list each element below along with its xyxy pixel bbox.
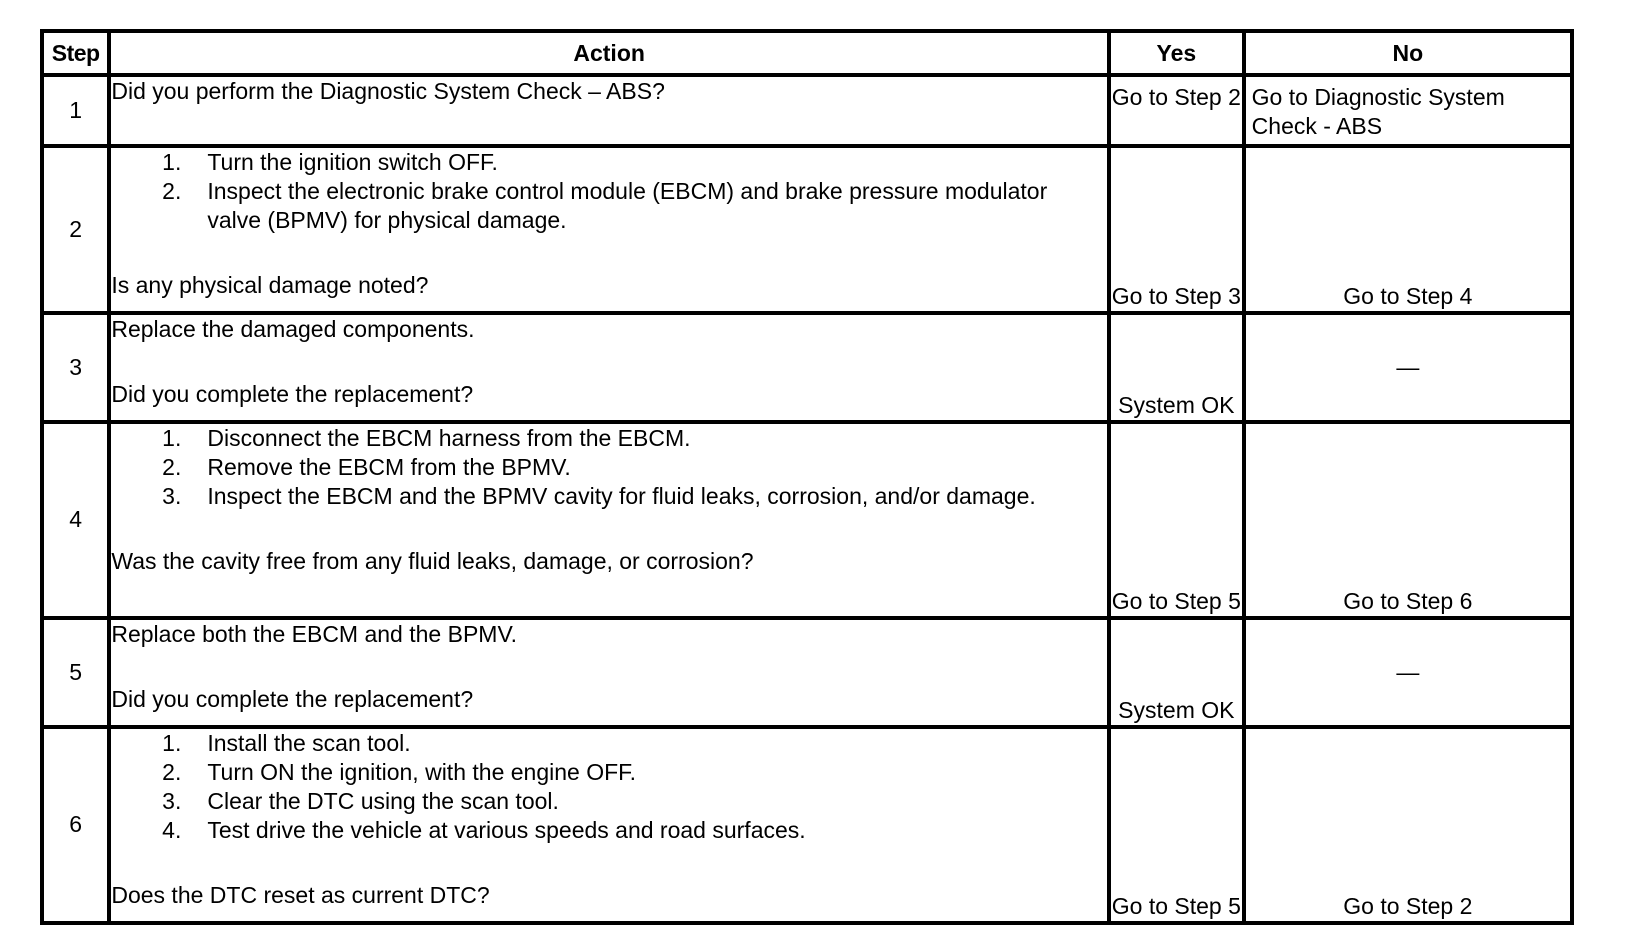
step-number: 2 bbox=[42, 146, 109, 313]
action-cell bbox=[109, 146, 1109, 313]
list-item bbox=[111, 482, 1107, 511]
step-number: 1 bbox=[42, 75, 109, 146]
action-text: Replace the damaged components. bbox=[111, 316, 475, 343]
em-dash: — bbox=[1396, 353, 1420, 380]
list-item bbox=[111, 177, 1107, 235]
list-item bbox=[111, 148, 1107, 177]
table-row bbox=[42, 618, 1572, 727]
yes-cell: System OK bbox=[1109, 313, 1244, 422]
action-cell bbox=[109, 618, 1109, 727]
table-row bbox=[42, 75, 1572, 146]
header-yes: Yes bbox=[1109, 31, 1244, 75]
list-item bbox=[111, 424, 1107, 453]
item-number: 2. bbox=[162, 758, 182, 785]
item-text: Turn the ignition switch OFF. bbox=[207, 149, 498, 175]
table-row bbox=[42, 422, 1572, 618]
item-text: Install the scan tool. bbox=[207, 729, 411, 756]
question-text: Does the DTC reset as current DTC? bbox=[111, 881, 490, 908]
no-cell bbox=[1244, 313, 1572, 422]
no-cell: Go to Step 6 bbox=[1244, 422, 1572, 618]
item-text: Inspect the EBCM and the BPMV cavity for fluid leaks, corrosion, and/or damage. bbox=[207, 482, 1036, 509]
em-dash: — bbox=[1396, 658, 1420, 685]
list-item bbox=[111, 758, 1107, 787]
item-number: 3. bbox=[162, 787, 182, 814]
action-text: Did you perform the Diagnostic System Check – ABS? bbox=[111, 78, 665, 104]
list-item bbox=[111, 729, 1107, 758]
list-item bbox=[111, 816, 1107, 845]
no-cell: Go to Step 4 bbox=[1244, 146, 1572, 313]
table-row bbox=[42, 146, 1572, 313]
question-text: Was the cavity free from any fluid leaks, damage, or corrosion? bbox=[111, 547, 754, 574]
list-item bbox=[111, 787, 1107, 816]
item-text: Test drive the vehicle at various speeds and road surfaces. bbox=[207, 816, 806, 843]
step-number: 3 bbox=[42, 313, 109, 422]
instruction-list bbox=[111, 424, 1107, 511]
item-number: 2. bbox=[162, 453, 182, 480]
item-number: 1. bbox=[162, 424, 182, 451]
question-text: Did you complete the replacement? bbox=[111, 686, 474, 713]
step-number: 6 bbox=[42, 727, 109, 923]
yes-cell: Go to Step 3 bbox=[1109, 146, 1244, 313]
step-number: 5 bbox=[42, 618, 109, 727]
no-cell bbox=[1244, 618, 1572, 727]
instruction-list bbox=[111, 729, 1107, 845]
table-row bbox=[42, 313, 1572, 422]
item-text: Remove the EBCM from the BPMV. bbox=[207, 453, 571, 480]
yes-cell: Go to Step 5 bbox=[1109, 422, 1244, 618]
step-number: 4 bbox=[42, 422, 109, 618]
action-text: Replace both the EBCM and the BPMV. bbox=[111, 621, 518, 648]
item-text: Disconnect the EBCM harness from the EBCM. bbox=[207, 424, 691, 451]
action-cell bbox=[109, 313, 1109, 422]
item-text: Turn ON the ignition, with the engine OFF. bbox=[207, 758, 637, 785]
question-text: Is any physical damage noted? bbox=[111, 272, 429, 298]
header-step: Step bbox=[42, 31, 109, 75]
yes-cell: Go to Step 5 bbox=[1109, 727, 1244, 923]
no-cell: Go to Diagnostic System Check - ABS bbox=[1244, 75, 1572, 146]
header-action: Action bbox=[109, 31, 1109, 75]
diagnostic-table bbox=[40, 29, 1574, 925]
no-cell: Go to Step 2 bbox=[1244, 727, 1572, 923]
list-item bbox=[111, 453, 1107, 482]
instruction-list bbox=[111, 148, 1107, 235]
item-number: 4. bbox=[162, 816, 182, 843]
yes-cell: System OK bbox=[1109, 618, 1244, 727]
item-number: 1. bbox=[162, 149, 182, 175]
header-row bbox=[42, 31, 1572, 75]
action-cell bbox=[109, 422, 1109, 618]
yes-cell: Go to Step 2 bbox=[1109, 75, 1244, 146]
action-cell bbox=[109, 727, 1109, 923]
item-number: 3. bbox=[162, 482, 182, 509]
item-number: 2. bbox=[162, 178, 182, 204]
item-text: Inspect the electronic brake control module (EBCM) and brake pressure modulator valve (BPMV) for physical damage. bbox=[207, 178, 1048, 233]
item-text: Clear the DTC using the scan tool. bbox=[207, 787, 559, 814]
action-cell bbox=[109, 75, 1109, 146]
table-row bbox=[42, 727, 1572, 923]
item-number: 1. bbox=[162, 729, 182, 756]
question-text: Did you complete the replacement? bbox=[111, 381, 474, 408]
header-no: No bbox=[1244, 31, 1572, 75]
